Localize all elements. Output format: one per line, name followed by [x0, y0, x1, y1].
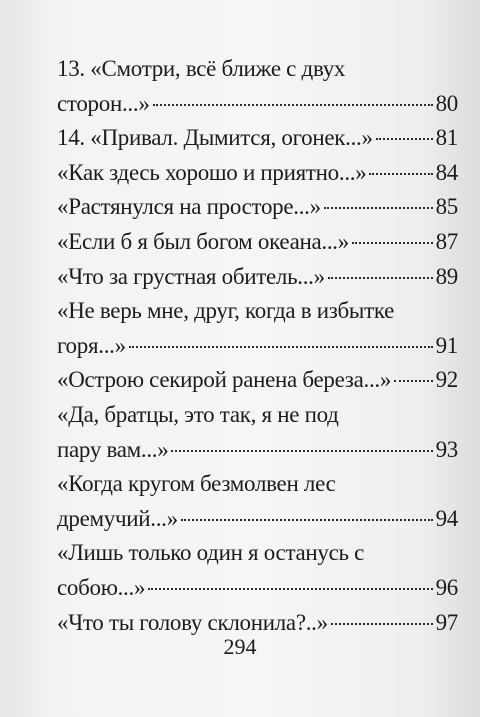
toc-page-number: 85 — [435, 194, 458, 220]
toc-line — [57, 52, 458, 87]
toc-line — [57, 433, 458, 468]
dot-leader — [376, 138, 433, 140]
toc-entry-text: «Когда кругом безмолвен лес — [57, 471, 336, 497]
toc-line — [57, 536, 458, 571]
toc-page-number: 80 — [435, 90, 458, 116]
toc-entry-text: дремучий...» — [57, 505, 178, 531]
toc-line — [57, 87, 458, 122]
toc-entry-text: 13. «Смотри, всё ближе с двух — [57, 56, 346, 81]
toc-entry-text: пару вам...» — [57, 436, 169, 462]
toc-entry-text: собою...» — [57, 574, 146, 600]
page-number: 294 — [223, 634, 257, 659]
toc-line — [57, 502, 458, 537]
toc-page-number: 94 — [435, 505, 458, 531]
toc-entry-text: «Да, братцы, это так, я не под — [57, 401, 339, 427]
toc-line — [57, 121, 458, 156]
dot-leader — [394, 380, 433, 382]
toc-page-number: 81 — [435, 125, 458, 151]
toc-entry-text: 14. «Привал. Дымится, огонек...» — [57, 125, 373, 151]
dot-leader — [148, 588, 432, 590]
toc-entry-text: «Лишь только один я останусь с — [57, 540, 365, 566]
toc-entry-text: сторон...» — [57, 90, 150, 116]
toc-page-number: 92 — [435, 367, 458, 393]
dot-leader — [331, 623, 433, 625]
toc-line — [57, 329, 458, 364]
toc-page-number: 96 — [435, 574, 458, 600]
dot-leader — [324, 207, 433, 209]
table-of-contents — [57, 52, 458, 640]
dot-leader — [153, 104, 433, 106]
toc-line — [57, 467, 458, 502]
toc-entry-text: «Растянулся на просторе...» — [57, 194, 321, 220]
toc-line — [57, 225, 458, 260]
dot-leader — [129, 346, 433, 348]
toc-line — [57, 363, 458, 398]
toc-line — [57, 260, 458, 295]
toc-entry-text: «Если б я был богом океана...» — [57, 228, 349, 254]
toc-entry-text: «Острою секирой ранена береза...» — [57, 367, 392, 393]
toc-entry-text: «Что ты голову склонила?..» — [57, 609, 328, 635]
toc-line — [57, 156, 458, 191]
toc-page-number: 87 — [435, 228, 458, 254]
dot-leader — [181, 519, 433, 521]
dot-leader — [328, 277, 433, 279]
dot-leader — [171, 450, 432, 452]
toc-entry-text: «Что за грустная обитель...» — [57, 263, 325, 289]
toc-line — [57, 294, 458, 329]
toc-line — [57, 398, 458, 433]
dot-leader — [369, 173, 432, 175]
toc-page-number: 97 — [435, 609, 458, 635]
toc-page-number: 91 — [435, 332, 458, 358]
toc-entry-text: «Как здесь хорошо и приятно...» — [57, 159, 367, 185]
toc-page-number: 89 — [435, 263, 458, 289]
toc-entry-text: горя...» — [57, 332, 126, 358]
toc-page-number: 84 — [435, 159, 458, 185]
toc-line — [57, 571, 458, 606]
toc-entry-text: «Не верь мне, друг, когда в избытке — [57, 298, 395, 324]
dot-leader — [352, 242, 433, 244]
toc-line — [57, 190, 458, 225]
toc-page-number: 93 — [435, 436, 458, 462]
